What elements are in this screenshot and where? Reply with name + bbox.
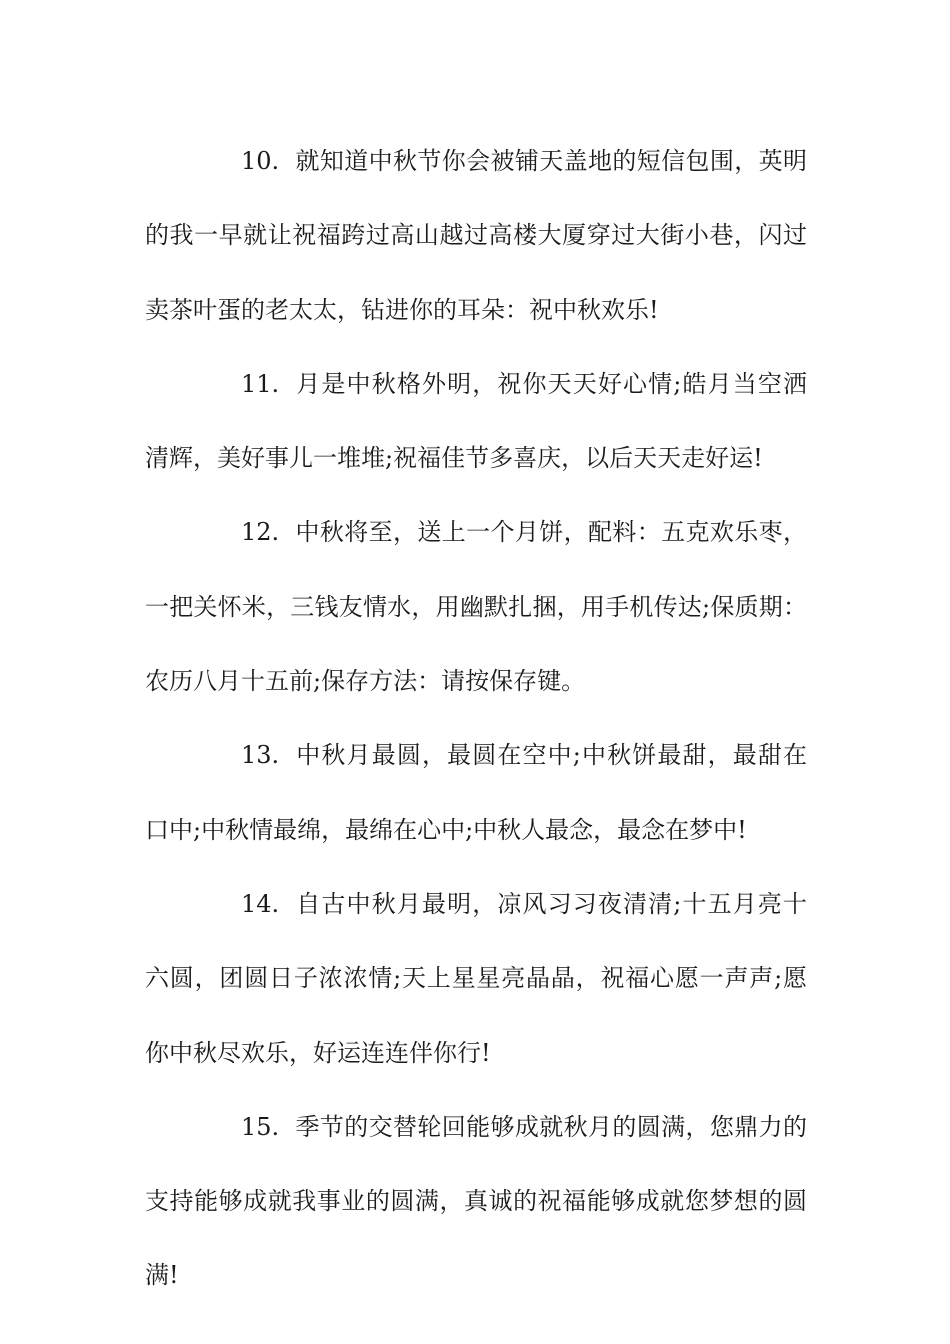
paragraph-number: 12. bbox=[241, 518, 280, 547]
paragraph-15 bbox=[145, 1090, 807, 1313]
paragraph-text: 月是中秋格外明，祝你天天好心情;皓月当空洒清辉，美好事儿一堆堆;祝福佳节多喜庆，以后天天走好运! bbox=[145, 369, 807, 473]
paragraph-12 bbox=[145, 495, 807, 718]
paragraph-13 bbox=[145, 718, 807, 867]
paragraph-14 bbox=[145, 867, 807, 1090]
greetings-list bbox=[145, 124, 807, 1313]
paragraph-number: 13. bbox=[241, 741, 280, 770]
paragraph-number: 10. bbox=[241, 147, 280, 175]
paragraph-text: 季节的交替轮回能够成就秋月的圆满，您鼎力的支持能够成就我事业的圆满，真诚的祝福能够成就您梦想的圆满! bbox=[145, 1112, 807, 1290]
paragraph-10 bbox=[145, 124, 807, 347]
paragraph-text: 中秋月最圆，最圆在空中;中秋饼最甜，最甜在口中;中秋情最绵，最绵在心中;中秋人最念，最念在梦中! bbox=[145, 741, 807, 844]
paragraph-number: 11. bbox=[241, 369, 280, 398]
paragraph-number: 15. bbox=[241, 1112, 280, 1141]
paragraph-text: 自古中秋月最明，凉风习习夜清清;十五月亮十六圆，团圆日子浓浓情;天上星星亮晶晶，祝福心愿一声声;愿你中秋尽欢乐，好运连连伴你行! bbox=[145, 889, 807, 1067]
paragraph-text: 就知道中秋节你会被铺天盖地的短信包围，英明的我一早就让祝福跨过高山越过高楼大厦穿过大街小巷，闪过卖茶叶蛋的老太太，钻进你的耳朵：祝中秋欢乐! bbox=[145, 147, 807, 324]
paragraph-text: 中秋将至，送上一个月饼，配料：五克欢乐枣，一把关怀米，三钱友情水，用幽默扎捆，用手机传达;保质期：农历八月十五前;保存方法：请按保存键。 bbox=[145, 518, 807, 696]
paragraph-number: 14. bbox=[241, 889, 280, 918]
paragraph-11 bbox=[145, 347, 807, 496]
